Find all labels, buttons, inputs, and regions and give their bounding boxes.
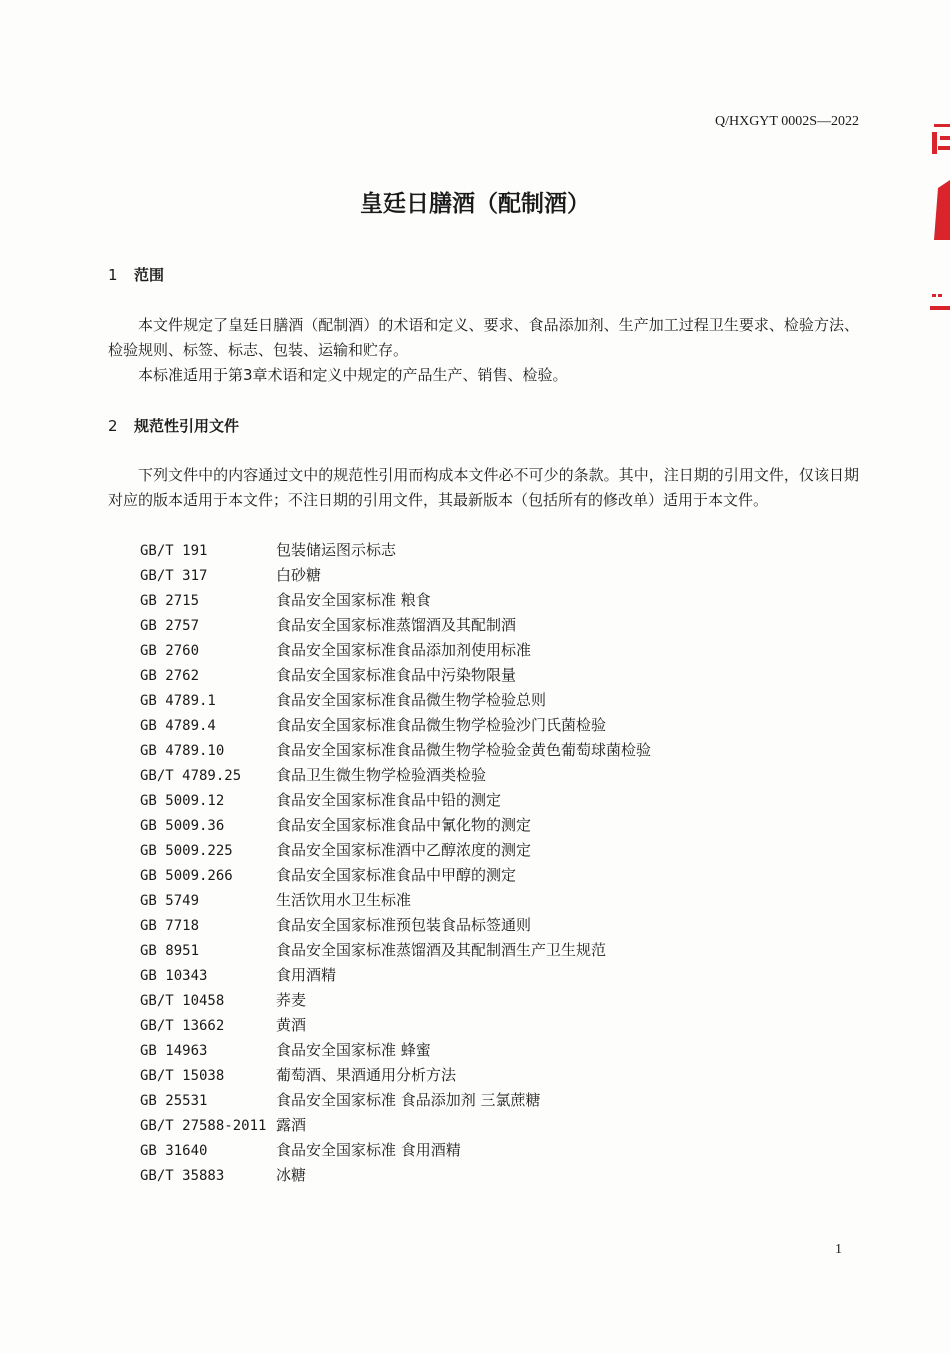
reference-code: GB 2760 (140, 643, 200, 659)
reference-code: GB 14963 (140, 1043, 208, 1059)
page-number: 1 (835, 1242, 842, 1257)
reference-title: 食品安全国家标准 食品添加剂 三氯蔗糖 (276, 1091, 541, 1109)
reference-title: 包装储运图示标志 (276, 541, 397, 559)
reference-title: 冰糖 (276, 1166, 307, 1184)
reference-title: 食品安全国家标准食品中铅的测定 (276, 791, 502, 809)
red-seal-stamp (924, 118, 950, 318)
reference-title: 食品安全国家标准预包装食品标签通则 (276, 916, 532, 934)
reference-row (140, 988, 840, 1013)
reference-code: GB/T 35883 (140, 1168, 225, 1184)
reference-row (140, 863, 840, 888)
reference-row (140, 688, 840, 713)
reference-title: 葡萄酒、果酒通用分析方法 (276, 1066, 457, 1084)
scope-applicability-paragraph: 本标准适用于第3章术语和定义中规定的产品生产、销售、检验。 (138, 366, 568, 384)
reference-title: 白砂糖 (276, 566, 322, 584)
reference-title: 食品安全国家标准食品添加剂使用标准 (276, 641, 532, 659)
reference-code: GB/T 10458 (140, 993, 225, 1009)
section-1-heading (108, 264, 164, 285)
reference-row (140, 713, 840, 738)
reference-row (140, 963, 840, 988)
reference-title: 食品卫生微生物学检验酒类检验 (276, 766, 487, 784)
reference-row (140, 1088, 840, 1113)
reference-title: 食品安全国家标准 蜂蜜 (276, 1041, 431, 1059)
reference-code: GB 2715 (140, 593, 200, 609)
reference-row (140, 638, 840, 663)
reference-row (140, 763, 840, 788)
reference-title: 生活饮用水卫生标准 (276, 891, 412, 909)
reference-row (140, 738, 840, 763)
reference-title: 露酒 (276, 1116, 307, 1134)
references-intro-paragraph: 下列文件中的内容通过文中的规范性引用而构成本文件必不可少的条款。其中，注日期的引用文件，仅该日期对应的版本适用于本文件；不注日期的引用文件，其最新版本（包括所有的修改单）适用于本文件。 (108, 466, 859, 509)
reference-title: 食品安全国家标准 粮食 (276, 591, 431, 609)
reference-row (140, 813, 840, 838)
reference-row (140, 1138, 840, 1163)
reference-code: GB 31640 (140, 1143, 208, 1159)
reference-row (140, 1113, 840, 1138)
reference-code: GB/T 4789.25 (140, 768, 242, 784)
reference-list (140, 538, 840, 1188)
reference-code: GB 4789.1 (140, 693, 216, 709)
document-code: Q/HXGYT 0002S—2022 (714, 114, 859, 129)
reference-code: GB 4789.10 (140, 743, 225, 759)
scope-paragraph: 本文件规定了皇廷日膳酒（配制酒）的术语和定义、要求、食品添加剂、生产加工过程卫生要求、检验方法、检验规则、标签、标志、包装、运输和贮存。 (108, 316, 859, 359)
reference-code: GB 4789.4 (140, 718, 216, 734)
reference-code: GB/T 191 (140, 543, 208, 559)
reference-row (140, 1163, 840, 1188)
reference-row (140, 613, 840, 638)
reference-title: 食品安全国家标准食品中污染物限量 (276, 666, 517, 684)
reference-title: 食品安全国家标准蒸馏酒及其配制酒生产卫生规范 (276, 941, 607, 959)
reference-title: 荞麦 (276, 991, 307, 1009)
section-title: 规范性引用文件 (134, 417, 240, 435)
reference-row (140, 888, 840, 913)
reference-title: 食用酒精 (276, 966, 337, 984)
reference-code: GB 8951 (140, 943, 200, 959)
reference-row (140, 1038, 840, 1063)
reference-title: 食品安全国家标准食品微生物学检验沙门氏菌检验 (276, 716, 607, 734)
reference-code: GB/T 27588-2011 (140, 1118, 267, 1134)
reference-code: GB 5009.12 (140, 793, 225, 809)
reference-title: 食品安全国家标准食品中甲醇的测定 (276, 866, 517, 884)
reference-title: 黄酒 (276, 1016, 307, 1034)
reference-title: 食品安全国家标准食品微生物学检验金黄色葡萄球菌检验 (276, 741, 652, 759)
reference-code: GB 2757 (140, 618, 200, 634)
reference-code: GB 10343 (140, 968, 208, 984)
reference-title: 食品安全国家标准食品微生物学检验总则 (276, 691, 547, 709)
reference-code: GB/T 13662 (140, 1018, 225, 1034)
section-2-heading (108, 415, 239, 436)
reference-code: GB/T 15038 (140, 1068, 225, 1084)
reference-row (140, 1013, 840, 1038)
reference-row (140, 563, 840, 588)
reference-code: GB 7718 (140, 918, 200, 934)
reference-row (140, 588, 840, 613)
reference-title: 食品安全国家标准食品中氰化物的测定 (276, 816, 532, 834)
reference-row (140, 663, 840, 688)
reference-row (140, 938, 840, 963)
reference-title: 食品安全国家标准蒸馏酒及其配制酒 (276, 616, 517, 634)
reference-row (140, 913, 840, 938)
reference-row (140, 788, 840, 813)
reference-code: GB 2762 (140, 668, 200, 684)
section-title: 范围 (134, 266, 165, 284)
section-number: 2 (108, 417, 118, 435)
reference-row (140, 1063, 840, 1088)
section-number: 1 (108, 266, 118, 284)
reference-code: GB 5749 (140, 893, 200, 909)
reference-code: GB 25531 (140, 1093, 208, 1109)
reference-row (140, 838, 840, 863)
reference-code: GB 5009.266 (140, 868, 233, 884)
reference-title: 食品安全国家标准酒中乙醇浓度的测定 (276, 841, 532, 859)
reference-title: 食品安全国家标准 食用酒精 (276, 1141, 461, 1159)
document-title: 皇廷日膳酒（配制酒） (360, 191, 590, 217)
reference-row (140, 538, 840, 563)
reference-code: GB 5009.225 (140, 843, 233, 859)
reference-code: GB/T 317 (140, 568, 208, 584)
reference-code: GB 5009.36 (140, 818, 225, 834)
